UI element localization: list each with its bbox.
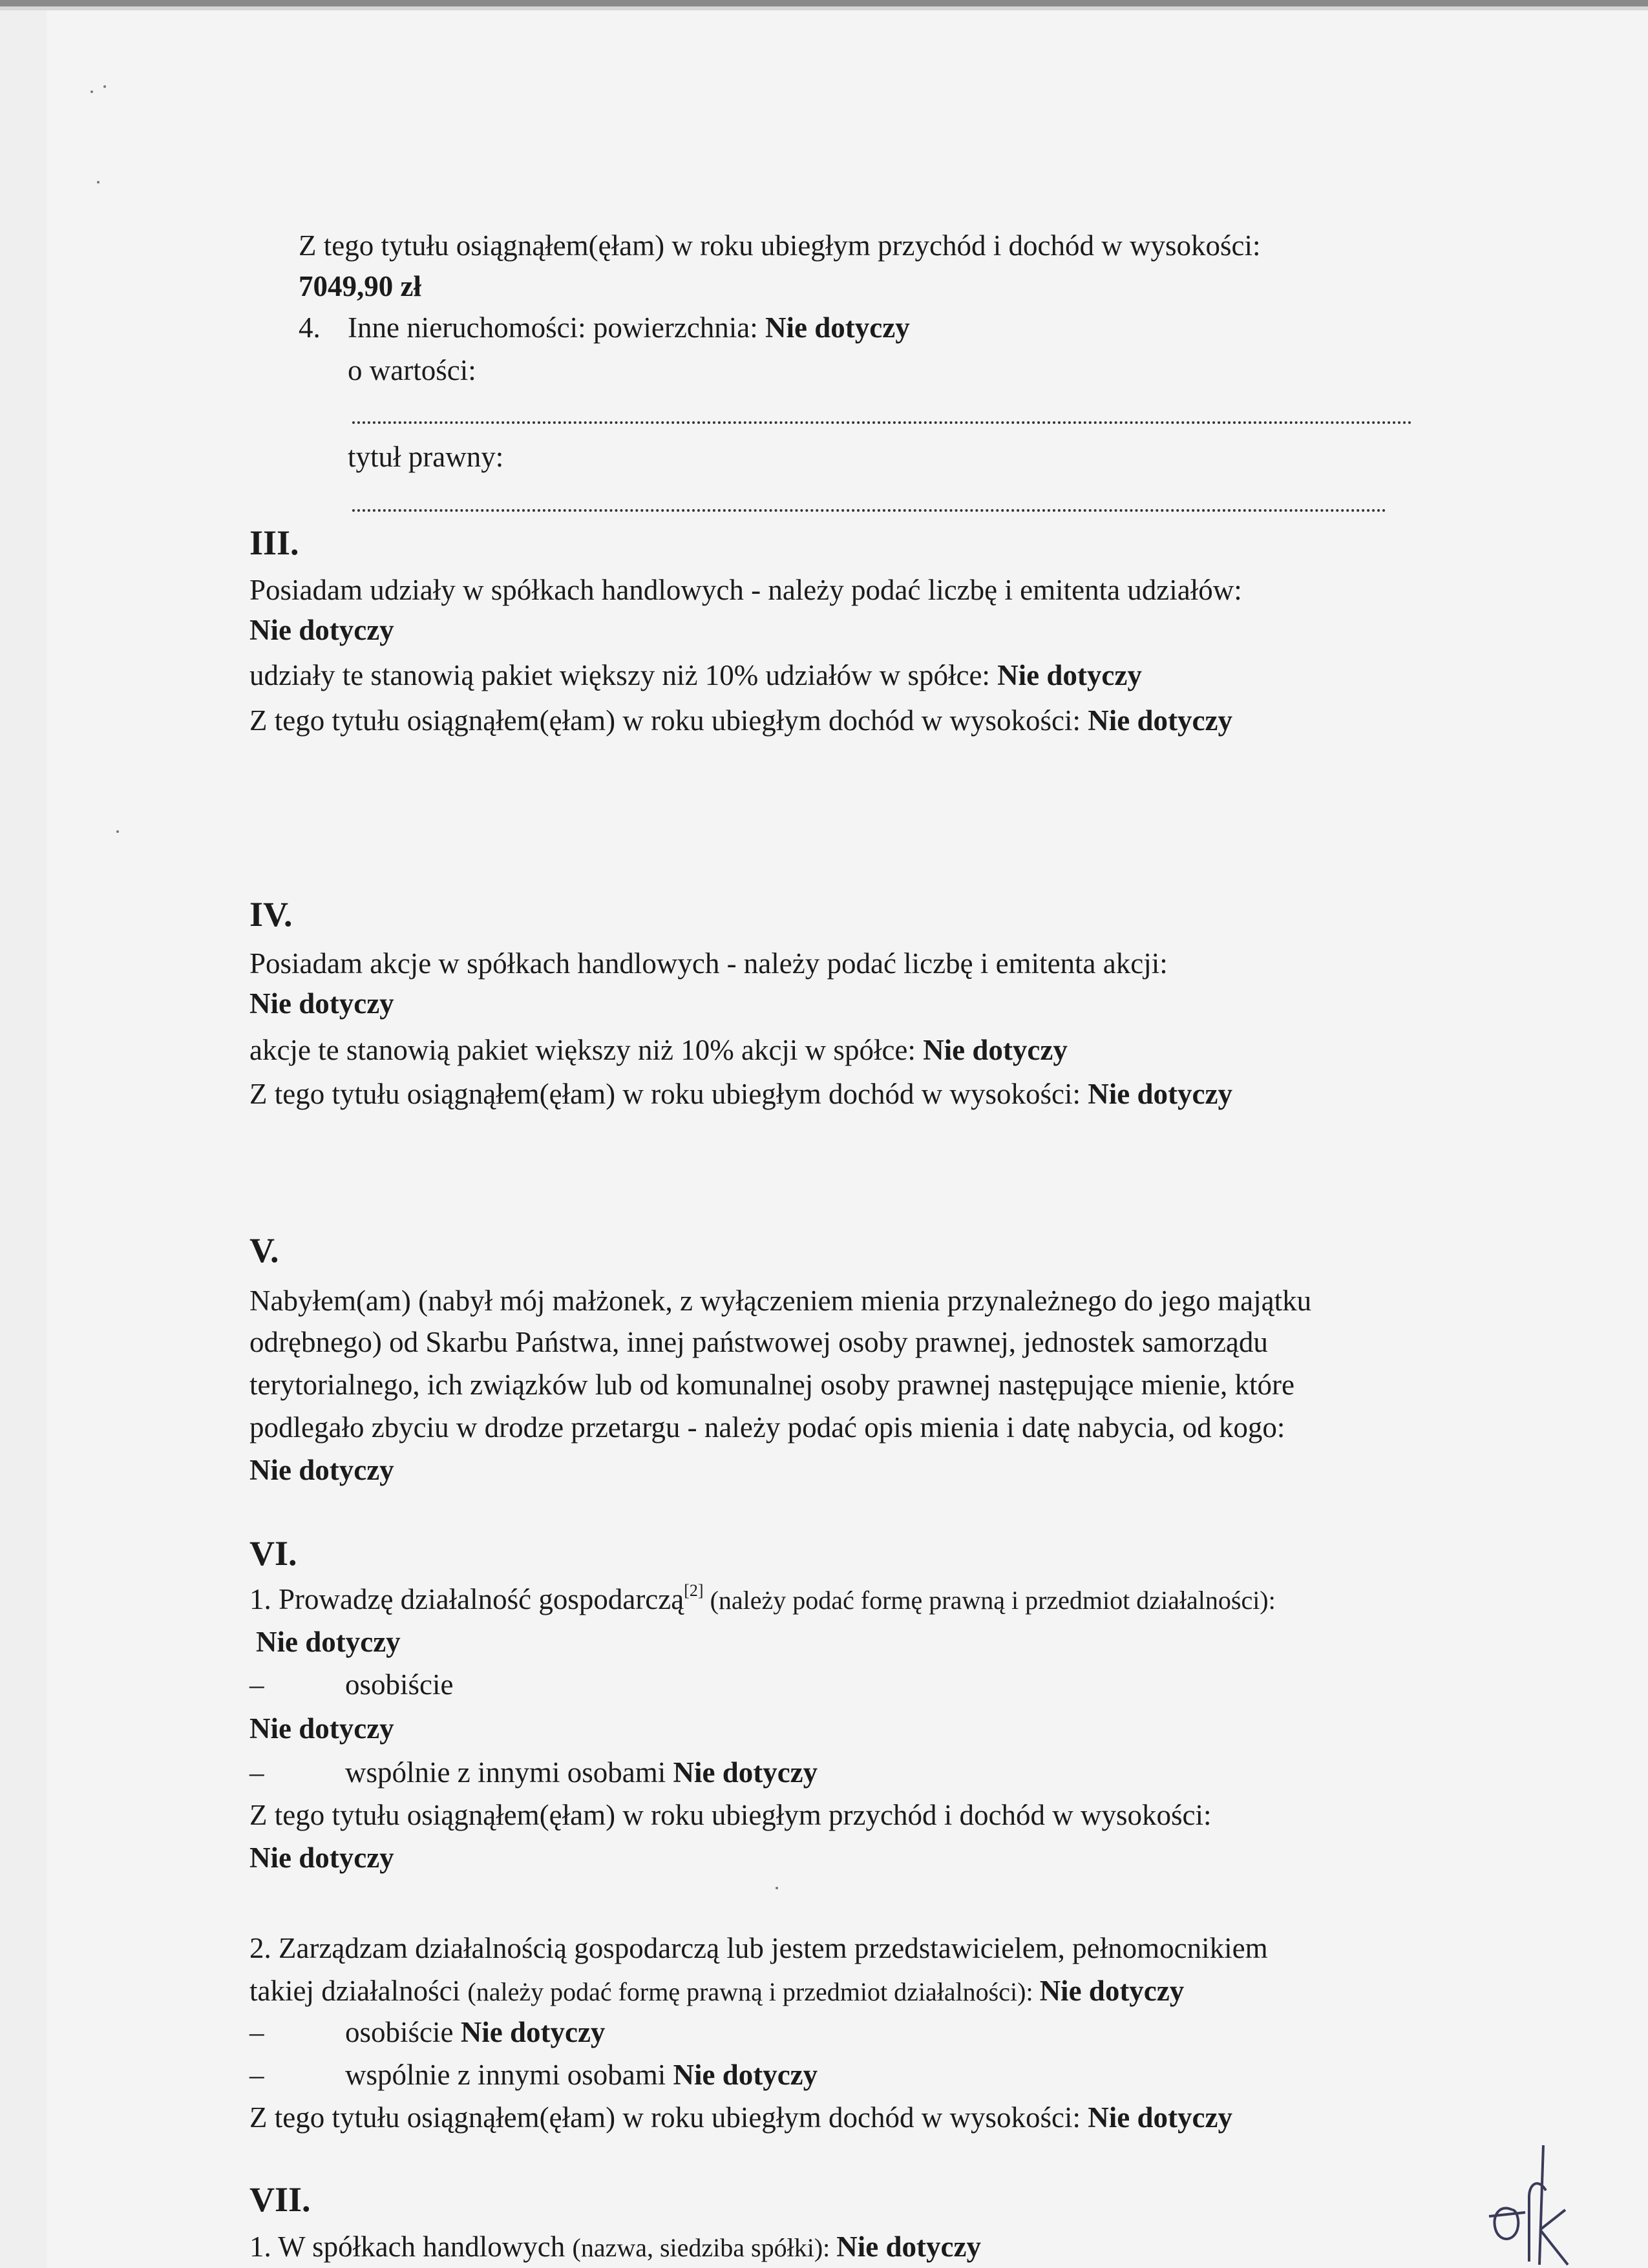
scan-speck [90,90,93,93]
income-value: 7049,90 zł [299,270,421,302]
mgmt-jointly-line [345,2059,818,2091]
document-page [47,10,1648,2268]
business-answer: Nie dotyczy [256,1626,401,1658]
business-text: 1. Prowadzę działalność gospodarczą [249,1583,684,1615]
item4-number: 4. [299,311,321,344]
item4-label: Inne nieruchomości: powierzchnia: [348,311,766,344]
handwritten-initials [1486,2132,1570,2268]
jointly-label: wspólnie z innymi osobami [345,1756,673,1789]
shares-income-text: Z tego tytułu osiągnąłem(ęłam) w roku ubiegłym dochód w wysokości: [249,704,1088,737]
dotted-fill-line [352,421,1412,424]
companies-line [249,2231,981,2264]
section-heading-iv: IV. [249,895,293,934]
dotted-fill-line [352,509,1386,512]
section-heading-v: V. [249,1231,279,1270]
management-line-1: 2. Zarządzam działalnością gospodarczą lub jestem przedstawicielem, pełnomocnikiem [249,1932,1268,1964]
section-heading-iii: III. [249,523,299,562]
dash-bullet: – [249,1756,264,1789]
companies-note: (nazwa, siedziba spółki): [572,2233,837,2262]
dash-bullet: – [249,2059,264,2091]
shares-income-line [249,704,1232,737]
item4-answer: Nie dotyczy [765,311,910,344]
stocks-line: Posiadam akcje w spółkach handlowych - należy podać liczbę i emitenta akcji: [249,947,1168,980]
section-heading-vii: VII. [249,2180,311,2219]
management-line-2 [249,1975,1184,2008]
mgmt-income-line [249,2101,1232,2134]
item4-line [348,311,910,344]
management-answer: Nie dotyczy [1039,1975,1185,2007]
acquired-line-1: Nabyłem(am) (nabył mój małżonek, z wyłączeniem mienia przynależnego do jego majątku [249,1285,1312,1317]
stocks-package-line [249,1034,1068,1066]
stocks-package-text: akcje te stanowią pakiet większy niż 10% akcji w spółce: [249,1034,924,1066]
shares-package-line [249,659,1142,691]
jointly-answer: Nie dotyczy [673,1756,818,1789]
shares-package-answer: Nie dotyczy [997,659,1142,691]
personally-label: osobiście [345,1668,454,1701]
income-line: Z tego tytułu osiągnąłem(ęłam) w roku ubiegłym przychód i dochód w wysokości: [299,229,1261,262]
acquired-answer: Nie dotyczy [249,1454,394,1486]
acquired-line-2: odrębnego) od Skarbu Państwa, innej państwowej osoby prawnej, jednostek samorządu [249,1326,1268,1358]
management-note: (należy podać formę prawną i przedmiot działalności): [467,1977,1040,2006]
scanner-edge [0,0,1648,6]
mgmt-income-answer: Nie dotyczy [1088,2101,1232,2134]
business-note: (należy podać formę prawną i przedmiot działalności): [703,1586,1276,1615]
stocks-package-answer: Nie dotyczy [923,1034,1068,1066]
business-line [249,1583,1276,1617]
mgmt-personally-line [345,2016,605,2048]
personally-answer: Nie dotyczy [249,1712,394,1745]
section-heading-vi: VI. [249,1534,297,1573]
dash-bullet: – [249,1668,264,1701]
shares-answer: Nie dotyczy [249,614,394,646]
management-text: takiej działalności [249,1975,468,2007]
stocks-income-line [249,1078,1232,1110]
scan-speck [776,1887,778,1889]
stocks-answer: Nie dotyczy [249,987,394,1020]
scan-speck [97,181,100,184]
value-label: o wartości: [348,354,476,386]
dash-bullet: – [249,2016,264,2048]
stocks-income-text: Z tego tytułu osiągnąłem(ęłam) w roku ubiegłym dochód w wysokości: [249,1078,1088,1110]
acquired-line-3: terytorialnego, ich związków lub od komunalnej osoby prawnej następujące mienie, które [249,1369,1294,1401]
companies-text: 1. W spółkach handlowych [249,2231,573,2263]
shares-package-text: udziały te stanowią pakiet większy niż 10% udziałów w spółce: [249,659,998,691]
mgmt-jointly-answer: Nie dotyczy [673,2059,818,2091]
mgmt-personally-label: osobiście [345,2016,461,2048]
footnote-ref: [2] [684,1581,704,1600]
acquired-line-4: podlegało zbyciu w drodze przetargu - należy podać opis mienia i datę nabycia, od kogo: [249,1411,1285,1444]
mgmt-jointly-label: wspólnie z innymi osobami [345,2059,673,2091]
shares-line: Posiadam udziały w spółkach handlowych - należy podać liczbę i emitenta udziałów: [249,574,1242,606]
business-income-line: Z tego tytułu osiągnąłem(ęłam) w roku ubiegłym przychód i dochód w wysokości: [249,1799,1212,1831]
jointly-line [345,1756,818,1789]
scan-speck [116,830,119,833]
mgmt-personally-answer: Nie dotyczy [460,2016,606,2048]
mgmt-income-text: Z tego tytułu osiągnąłem(ęłam) w roku ubiegłym dochód w wysokości: [249,2101,1088,2134]
scan-speck [103,85,106,88]
business-income-answer: Nie dotyczy [249,1842,394,1874]
companies-answer: Nie dotyczy [836,2231,981,2263]
legal-title-label: tytuł prawny: [348,441,504,473]
stocks-income-answer: Nie dotyczy [1088,1078,1232,1110]
shares-income-answer: Nie dotyczy [1088,704,1232,737]
